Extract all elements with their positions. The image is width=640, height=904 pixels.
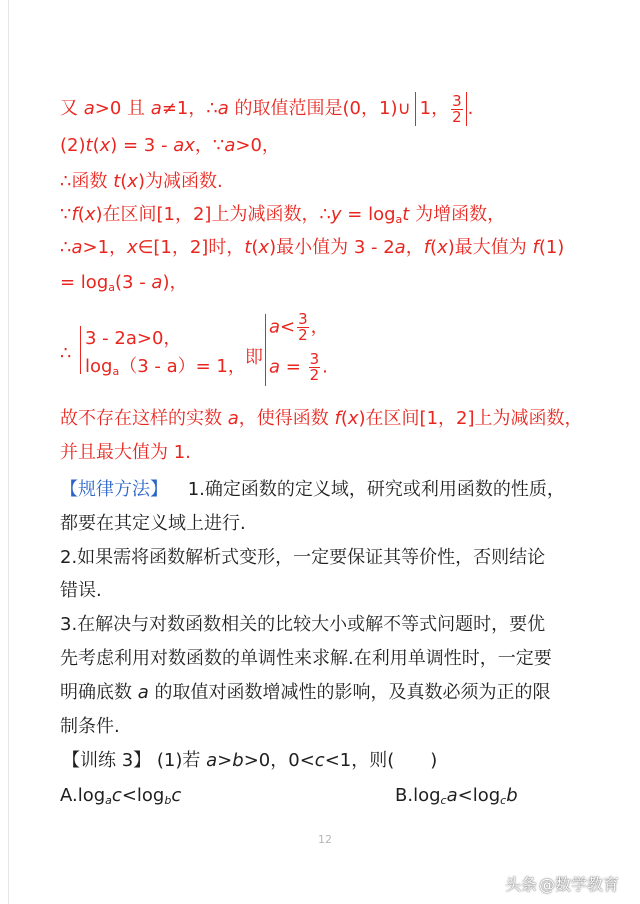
method-line-2: 都要在其定义域上进行. xyxy=(60,513,246,534)
method-line-3: 2.如果需将函数解析式变形，一定要保证其等价性，否则结论 xyxy=(60,547,546,568)
left-brace xyxy=(80,326,81,374)
result-row-2: a = $\frac{3}{2}$ . xyxy=(269,350,328,384)
method-line-6: 先考虑利用对数函数的单调性来求解.在利用单调性时，一定要 xyxy=(60,648,552,669)
method-line-5: 3.在解决与对数函数相关的比较大小或解不等式问题时，要优 xyxy=(60,614,546,635)
solution-line-6: = $\log_a(3 - a)$， xyxy=(60,272,188,294)
toutiao-logo-icon: 头条 xyxy=(505,875,538,894)
solution-line-1: 又 a>0 且 a≠1，∴a 的取值范围是(0，1)∪ 1， $\frac{3}{2}$ . xyxy=(60,91,474,126)
ji-label: 即 xyxy=(245,347,263,368)
method-label: 【规律方法】 xyxy=(60,479,168,500)
option-a: $A.\log_ac<\log_bc$ xyxy=(60,785,182,807)
conclusion-line-1: 故不存在这样的实数 a，使得函数 f(x)在区间[1，2]上为减函数， xyxy=(60,408,583,429)
page-number: 12 xyxy=(318,833,332,846)
solution-line-4: ∵f(x)在区间[1，2]上为减函数，∴y = $\log_at$ 为增函数， xyxy=(60,204,506,226)
method-line-1: 【规律方法】 1.确定函数的定义域，研究或利用函数的性质， xyxy=(60,479,565,500)
system-row-1: 3 - 2a>0， xyxy=(85,328,182,349)
solution-line-3: ∴函数 t(x)为减函数. xyxy=(60,171,223,192)
method-line-7: 明确底数 a 的取值对函数增减性的影响，及真数必须为正的限 xyxy=(60,682,551,703)
therefore-symbol: ∴ xyxy=(60,343,72,364)
right-brace xyxy=(265,314,266,386)
page-edge-line xyxy=(8,0,9,904)
method-line-8: 制条件. xyxy=(60,716,120,737)
solution-line-2: (2)t(x) = 3 - ax，∵a>0， xyxy=(60,135,280,156)
watermark: 头条 @数学教育 xyxy=(505,872,619,895)
method-line-4: 错误. xyxy=(60,580,102,601)
fraction-3-2: $\frac{3}{2}$ xyxy=(452,91,462,126)
solution-line-5: ∴a>1，x∈[1，2]时，t(x)最小值为 3 - 2a，f(x)最大值为 f(1) xyxy=(60,237,565,258)
training-question: 【训练 3】 (1)若 a>b>0，0<c<1，则( ) xyxy=(62,750,438,771)
training-label: 【训练 3】 xyxy=(62,750,152,771)
result-row-1: a< $\frac{3}{2}$ ， xyxy=(269,310,329,344)
option-b: $B.\log_ca<\log_cb$ xyxy=(395,785,518,807)
conclusion-line-2: 并且最大值为 1. xyxy=(60,442,191,463)
system-row-2: $\log_a(3 - a)= 1$， xyxy=(85,356,246,378)
